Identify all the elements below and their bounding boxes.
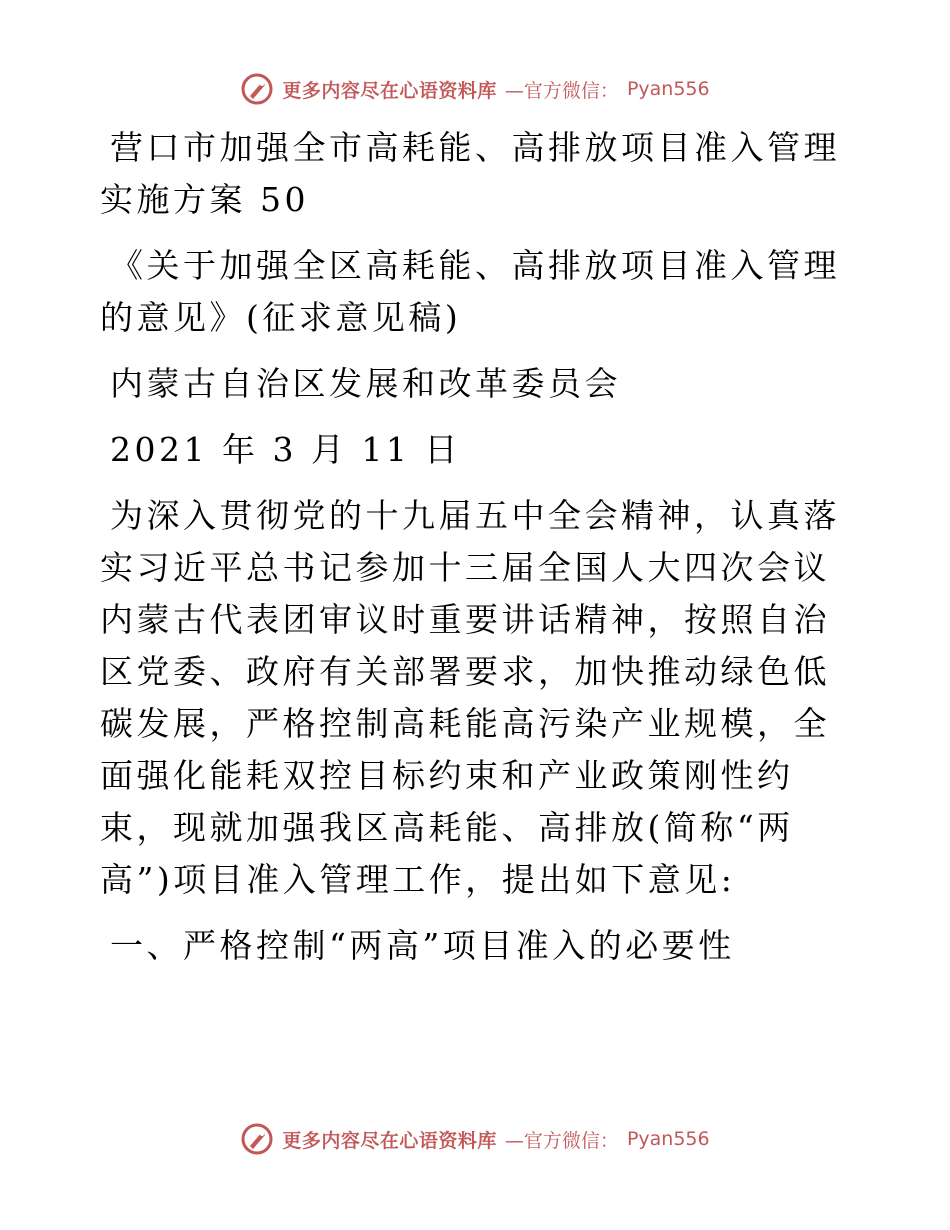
watermark-separator-text: —官方微信：: [504, 79, 619, 102]
section-heading: 一、严格控制“两高”项目准入的必要性: [110, 926, 735, 965]
watermark-handle: Pyan556: [626, 1128, 710, 1150]
footer-watermark: [0, 1122, 950, 1156]
watermark-main-text: 更多内容尽在心语资料库: [282, 1129, 497, 1152]
watermark-handle: Pyan556: [626, 78, 710, 100]
document-body-paragraph: 为深入贯彻党的十九届五中全会精神，认真落实习近平总书记参加十三届全国人大四次会议内蒙古代表团审议时重要讲话精神，按照自治区党委、政府有关部署要求，加快推动绿色低碳发展，严格控制高耗能高污染产业规模，全面强化能耗双控目标约束和产业政策刚性约束，现就加强我区高耗能、高排放(简称“两高”)项目准入管理工作，提出如下意见:: [100, 496, 840, 899]
watermark-main-text: 更多内容尽在心语资料库: [282, 79, 497, 102]
document-date: 2021 年 3 月 11 日: [110, 430, 461, 469]
pen-nib-logo-icon: [240, 72, 274, 106]
pen-nib-logo-icon: [240, 1122, 274, 1156]
document-title: 营口市加强全市高耗能、高排放项目准入管理实施方案 50: [100, 128, 840, 219]
document-body: [100, 122, 860, 986]
document-issuer: 内蒙古自治区发展和改革委员会: [110, 364, 621, 403]
header-watermark: [0, 72, 950, 106]
document-subtitle: 《关于加强全区高耗能、高排放项目准入管理的意见》(征求意见稿): [100, 246, 840, 337]
watermark-separator-text: —官方微信：: [504, 1129, 619, 1152]
